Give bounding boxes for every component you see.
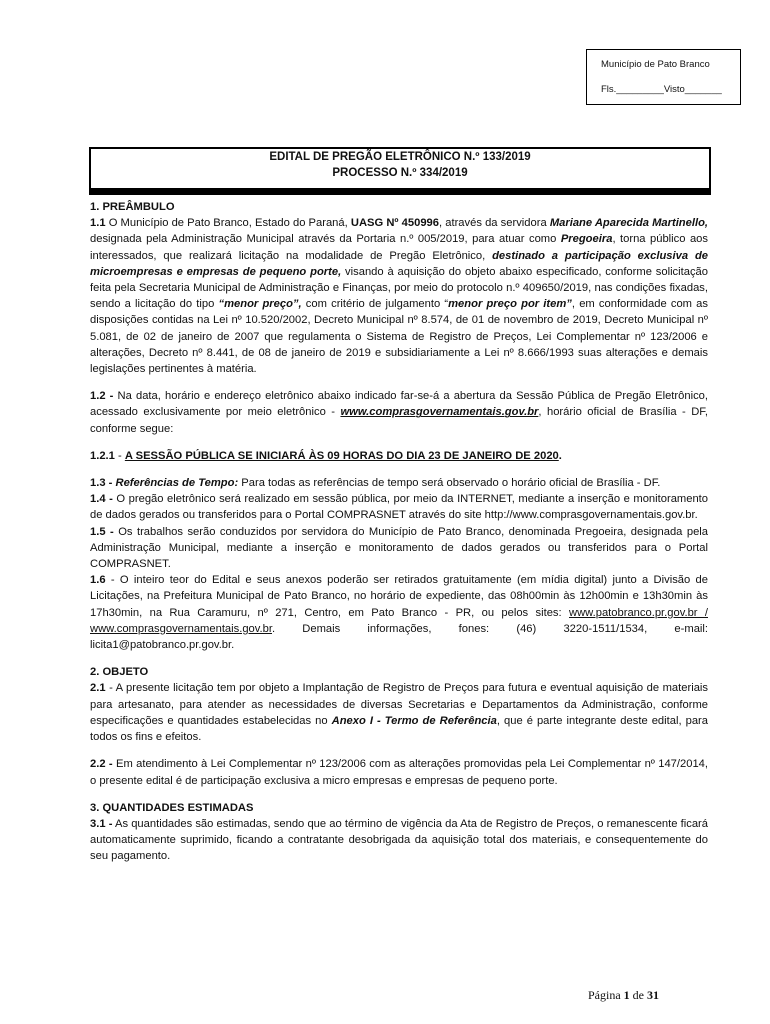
clause-number: 2.2 - bbox=[90, 758, 113, 771]
text-run: . Demais informações, fones: (46) 3220-1511/1534, e-mail: licita1@patobranco.pr.gov.br. bbox=[90, 622, 708, 652]
document-title-box bbox=[89, 147, 711, 195]
text-run: Em atendimento à Lei Complementar nº 123/2006 com as alterações promovidas pela Lei Complementar nº 147/2014, o presente edital é de participação exclusiva a micro empresas e empresas de pequeno porte. bbox=[90, 758, 708, 787]
protocol-stamp-box bbox=[586, 49, 741, 105]
processo-title: PROCESSO N.º 334/2019 bbox=[332, 166, 468, 179]
text-run: O Município de Pato Branco, Estado do Paraná, bbox=[105, 217, 351, 230]
text-run: As quantidades são estimadas, sendo que ao término de vigência da Ata de Registro de Preços, o remanescente ficará automaticamente suprimido, ficando a contratante desobrigada da aquisição total dos materiais, e consequentemente do seu pagamento. bbox=[90, 817, 709, 863]
document-body bbox=[90, 199, 708, 865]
patobranco-link[interactable]: www.patobranco.pr.gov.br / bbox=[569, 606, 708, 619]
time-reference-label: Referências de Tempo: bbox=[112, 477, 239, 490]
clause-number: 1.3 - bbox=[90, 477, 113, 490]
text-run: com critério de julgamento “ bbox=[301, 298, 449, 311]
comprasgovernamentais-link[interactable]: www.comprasgovernamentais.gov.br bbox=[90, 622, 272, 635]
paragraph-2-1 bbox=[90, 680, 708, 745]
text-run: , horário oficial de Brasília - DF, conforme segue: bbox=[90, 406, 708, 435]
page-number: 1 bbox=[623, 988, 630, 1002]
role-name: Pregoeira bbox=[560, 233, 613, 246]
text-run: Na data, horário e endereço eletrônico abaixo indicado far-se-á a abertura da Sessão Pública de Pregão Eletrônico, acessado exclusivamente por meio eletrônico - bbox=[90, 390, 708, 419]
paragraph-2-2 bbox=[90, 756, 708, 788]
section-1-heading: 1. PREÂMBULO bbox=[90, 201, 175, 213]
clause-number: 1.6 bbox=[90, 574, 106, 587]
clause-number: 2.1 bbox=[90, 682, 106, 695]
session-start-notice: A SESSÃO PÚBLICA SE INICIARÁ ÀS 09 HORAS DO DIA 23 DE JANEIRO DE 2020 bbox=[124, 449, 559, 462]
stamp-municipality: Município de Pato Branco bbox=[601, 59, 710, 70]
servant-name: Mariane Aparecida Martinello, bbox=[549, 217, 709, 230]
clause-number: 1.5 - bbox=[90, 525, 114, 538]
text-run: , que é parte integrante deste edital, para todos os fins e efeitos. bbox=[90, 714, 708, 744]
paragraph-1-4 bbox=[90, 491, 708, 523]
clause-number: 1.2 - bbox=[90, 390, 114, 403]
text-run: - O inteiro teor do Edital e seus anexos poderão ser retirados gratuitamente (em mídia digital) junto a Divisão de Licitações, na Prefeitura Municipal de Pato Branco, no horário de expediente, das 08h00min às 12h00min e 13h30min às 17h30min, na Rua Caramuru, nº 271, Centro, em Pato Branco - PR, ou pelos sites: bbox=[90, 574, 708, 619]
uasg-number: UASG Nº 450996 bbox=[350, 217, 439, 230]
page-footer bbox=[588, 988, 659, 1003]
text-run: . bbox=[558, 449, 562, 462]
clause-number: 1.1 bbox=[90, 217, 106, 230]
paragraph-1-3 bbox=[90, 475, 708, 491]
bid-type: “menor preço”, bbox=[218, 298, 302, 311]
edital-title: EDITAL DE PREGÃO ELETRÔNICO N.º 133/2019 bbox=[269, 151, 531, 163]
paragraph-1-1 bbox=[90, 215, 708, 377]
page-total: 31 bbox=[647, 988, 659, 1002]
paragraph-3-1 bbox=[90, 816, 708, 865]
clause-number: 1.2.1 bbox=[90, 449, 115, 462]
text-run: , em conformidade com as disposições contidas na Lei nº 10.520/2002, Decreto Municipal nº 8.574, de 01 de novembro de 2019, Decreto Municipal nº 5.081, de 02 de janeiro de 2007 que regulamenta o Sistema de Registro de Preços, Lei Complementar nº 123/2006 e alterações, Decreto nº 8.441, de 08 de janeiro de 2019 e subsidiariamente a Lei nº 8.666/1993 suas alterações e demais legislações pertinentes à matéria. bbox=[90, 298, 708, 376]
text-run: Para todas as referências de tempo será observado o horário oficial de Brasília - DF. bbox=[238, 477, 661, 490]
text-run: , torna público aos interessados, que realizará licitação na modalidade de Pregão Eletrônico, bbox=[90, 233, 708, 262]
text-run: O pregão eletrônico será realizado em sessão pública, por meio da INTERNET, mediante a inserção e monitoramento de dados gerados ou transferidos para o Portal COMPRASNET através do site http://www.comprasgovernamentais.gov.br. bbox=[90, 493, 709, 522]
paragraph-1-2 bbox=[90, 388, 708, 437]
page-of: de bbox=[632, 988, 644, 1002]
text-run: designada pela Administração Municipal através da Portaria n.º 005/2019, para atuar como bbox=[90, 233, 561, 246]
comprasnet-link[interactable]: www.comprasgovernamentais.gov.br bbox=[340, 406, 539, 419]
text-run: , através da servidora bbox=[439, 217, 550, 230]
section-2-heading: 2. OBJETO bbox=[90, 666, 149, 679]
stamp-fls-visto: Fls._________Visto_______ bbox=[601, 84, 722, 95]
paragraph-1-2-1 bbox=[90, 448, 708, 464]
text-run: - bbox=[114, 449, 125, 462]
clause-number: 1.4 - bbox=[90, 493, 113, 506]
exclusive-participation: destinado a participação exclusiva de microempresas e empresas de pequeno porte, bbox=[90, 249, 709, 278]
annex-reference: Anexo I - Termo de Referência bbox=[331, 714, 497, 727]
clause-number: 3.1 - bbox=[90, 817, 113, 830]
paragraph-1-6 bbox=[90, 572, 708, 653]
page-label: Página bbox=[588, 988, 621, 1002]
text-run: - A presente licitação tem por objeto a Implantação de Registro de Preços para futura e eventual aquisição de materiais para artesanato, para atender as necessidades de diversas Secretarias e Departamentos da Administração, conforme especificações e quantidades estabelecidas no bbox=[90, 682, 708, 727]
section-3-heading: 3. QUANTIDADES ESTIMADAS bbox=[90, 801, 254, 814]
paragraph-1-5 bbox=[90, 524, 708, 573]
judgement-criterion: menor preço por item” bbox=[448, 298, 572, 311]
text-run: Os trabalhos serão conduzidos por servidora do Município de Pato Branco, denominada Pregoeira, designada pela Administração Municipal, mediante a inserção e monitoramento de dados gerados ou transferidos para o Portal COMPRASNET. bbox=[90, 525, 709, 571]
text-run: visando à aquisição do objeto abaixo especificado, conforme solicitação feita pela Secretaria Municipal de Administração e Finanças, por meio do protocolo n.º 409650/2019, nas condições fixadas, sendo a licitação do tipo bbox=[90, 265, 708, 311]
